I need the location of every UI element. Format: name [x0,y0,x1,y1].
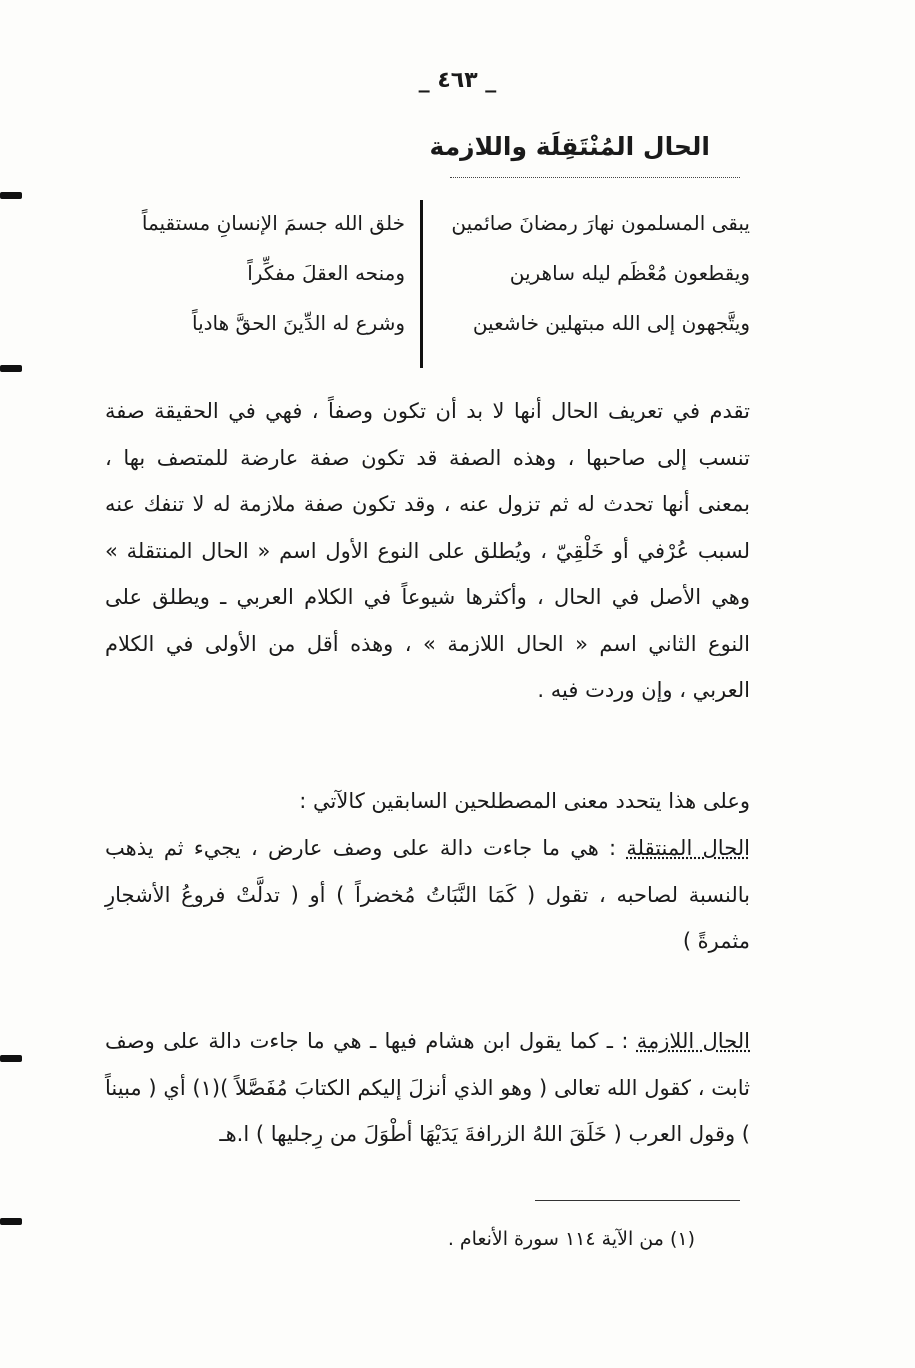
term-permanent-body: : ـ كما يقول ابن هشام فيها ـ هي ما جاءت دالة على وصف ثابت ، كقول الله تعالى ( وهو الذي أنزلَ إليكم الكتابَ مُفَصَّلاً )(١) أي ( مبيناً ) وقول العرب ( خَلَقَ اللهُ الزرافةَ يَدَيْهَا أطْوَلَ من رِجليها ) ا.هـ [105,1029,750,1146]
footnote: (١) من الآية ١١٤ سورة الأنعام . [447,1228,695,1250]
heading-underline [450,177,740,178]
paragraph-intro: وعلى هذا يتحدد معنى المصطلحين السابقين كالآتي : [299,789,750,813]
poem-verse: ويقطعون مُعْظَم ليله ساهرين [509,261,750,285]
poem-verse: خلق الله جسمَ الإنسانِ مستقيماً [141,211,405,235]
paragraph-permanent [105,1018,750,1158]
footnote-rule [535,1200,740,1201]
section-heading: الحال المُنْتَقِلَة واللازمة [429,132,710,161]
scan-margin-mark [0,1055,22,1062]
term-transitional-body: : هي ما جاءت دالة على وصف عارض ، يجيء ثم يذهب بالنسبة لصاحبه ، تقول ( كَمَا النَّبَاتُ مُخضراً ) أو ( تدلَّتْ فروعُ الأشجارِ مثمرةً ) [105,836,750,953]
poem-verse: ويتَّجهون إلى الله مبتهلين خاشعين [472,311,750,335]
term-transitional: الحال المنتقلة [626,836,750,860]
poem-left-column [95,198,405,348]
poem-verse: وشرع له الدِّينَ الحقَّ هادياً [191,311,405,335]
poem-verse: ومنحه العقلَ مفكِّراً [247,261,405,285]
paragraph-transitional [105,825,750,965]
scan-margin-mark [0,1218,22,1225]
poem-verse: يبقى المسلمون نهارَ رمضانَ صائمين [451,211,750,235]
page-number: _ ٤٦٣ _ [418,68,497,93]
scan-margin-mark [0,365,22,372]
scan-margin-mark [0,192,22,199]
poem-divider [420,200,423,368]
paragraph-definition: تقدم في تعريف الحال أنها لا بد أن تكون وصفاً ، فهي في الحقيقة صفة تنسب إلى صاحبها ، وهذه الصفة قد تكون صفة عارضة للمتصف بها ، بمعنى أنها تحدث له ثم تزول عنه ، وقد تكون صفة ملازمة له لا تنفك عنه لسبب عُرْفي أو خَلْقِيّ ، ويُطلق على النوع الأول اسم « الحال المنتقلة » وهي الأصل في الحال ، وأكثرها شيوعاً في الكلام العربي ـ ويطلق على النوع الثاني اسم « الحال اللازمة » ، وهذه أقل من الأولى في الكلام العربي ، وإن وردت فيه . [105,399,750,702]
term-permanent: الحال اللازمة [636,1029,750,1053]
poem-right-column [420,198,750,348]
